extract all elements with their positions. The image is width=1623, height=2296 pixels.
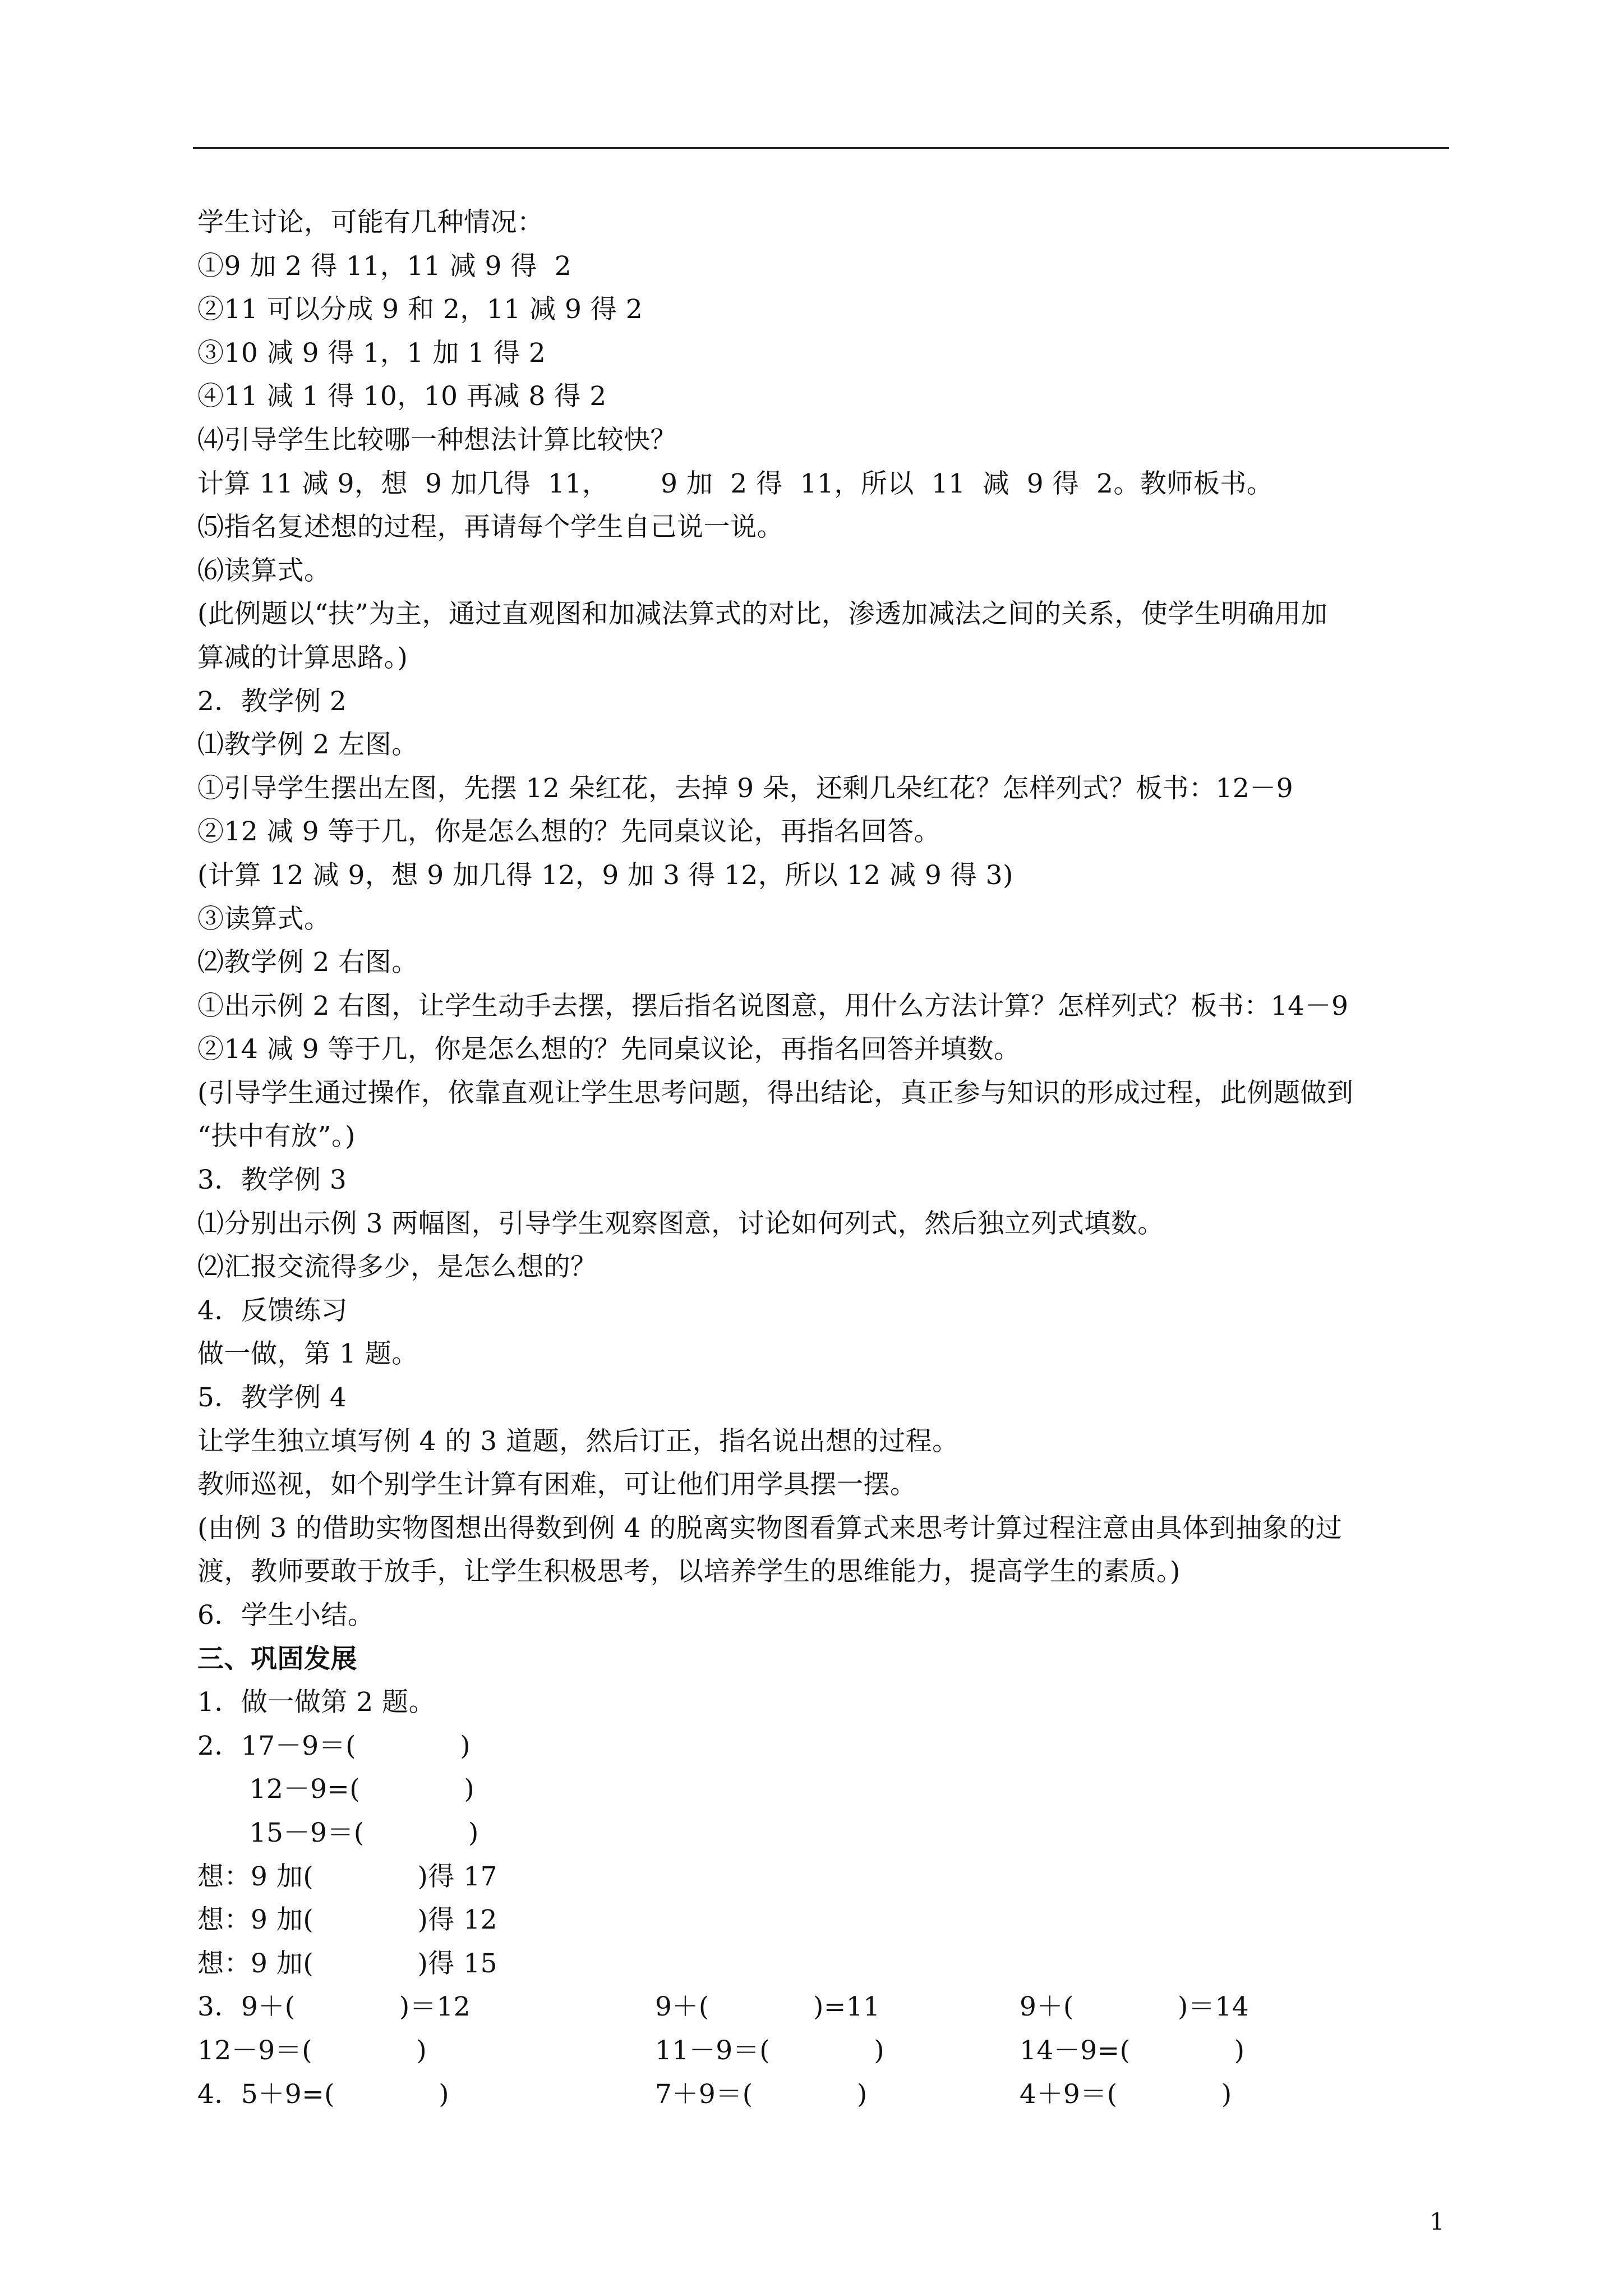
text-line: 教师巡视，如个别学生计算有困难，可让他们用学具摆一摆。	[197, 1469, 917, 1501]
text-line: ⑴分别出示例 3 两幅图，引导学生观察图意，讨论如何列式，然后独立列式填数。	[197, 1208, 1164, 1239]
text-line: (计算 12 减 9，想 9 加几得 12，9 加 3 得 12，所以 12 减 9 得 3)	[197, 859, 1013, 891]
text-line: (由例 3 的借助实物图想出得数到例 4 的脱离实物图看算式来思考计算过程注意由具体到抽象的过	[197, 1512, 1343, 1544]
text-line: ③10 减 9 得 1，1 加 1 得 2	[197, 337, 546, 369]
page-number: 1	[1430, 2208, 1445, 2235]
text-line: ③读算式。	[197, 903, 331, 935]
section-heading: 三、巩固发展	[197, 1643, 357, 1674]
exercise-cell: 14－9=( )	[1020, 2035, 1245, 2066]
text-line: 学生讨论，可能有几种情况：	[197, 207, 544, 238]
text-line: ②11 可以分成 9 和 2，11 减 9 得 2	[197, 294, 643, 325]
text-line: 渡，教师要敢于放手，让学生积极思考，以培养学生的思维能力，提高学生的素质。)	[197, 1556, 1181, 1588]
exercise-cell: 12－9＝( )	[197, 2035, 427, 2066]
exercise-line: 12－9=( )	[197, 1774, 475, 1805]
text-line: “扶中有放”。)	[197, 1121, 356, 1152]
text-line: 算减的计算思路。)	[197, 642, 408, 673]
text-line: 6．学生小结。	[197, 1600, 375, 1631]
exercise-row	[197, 2029, 1454, 2073]
text-line: ⑴教学例 2 左图。	[197, 729, 418, 761]
text-line: ④11 减 1 得 10，10 再减 8 得 2	[197, 381, 607, 412]
text-line: ⑵汇报交流得多少，是怎么想的？	[197, 1251, 597, 1283]
exercise-line: 2．17－9＝( )	[197, 1730, 471, 1761]
exercise-cell: 4．5＋9=( )	[197, 2078, 450, 2110]
exercise-line: 想：9 加( )得 15	[197, 1948, 498, 1979]
text-line: (此例题以“扶”为主，通过直观图和加减法算式的对比，渗透加减法之间的关系，使学生明确用加	[197, 599, 1328, 630]
text-line: 计算 11 减 9，想 9 加几得 11， 9 加 2 得 11，所以 11 减 9 得 2。教师板书。	[197, 468, 1274, 499]
exercise-line: 想：9 加( )得 17	[197, 1861, 498, 1892]
exercise-line: 想：9 加( )得 12	[197, 1904, 498, 1936]
exercise-row	[197, 2073, 1454, 2116]
text-line: 2．教学例 2	[197, 685, 347, 717]
text-line: 做一做，第 1 题。	[197, 1338, 418, 1370]
document-body	[197, 201, 1454, 2116]
text-line: ①引导学生摆出左图，先摆 12 朵红花，去掉 9 朵，还剩几朵红花？怎样列式？板书：12－9	[197, 772, 1294, 804]
text-line: ⑵教学例 2 右图。	[197, 947, 418, 978]
text-line: ⑹读算式。	[197, 555, 331, 586]
exercise-cell: 7＋9＝( )	[655, 2078, 868, 2110]
text-line: 让学生独立填写例 4 的 3 道题，然后订正，指名说出想的过程。	[197, 1425, 959, 1457]
exercise-line: 1．做一做第 2 题。	[197, 1687, 436, 1718]
exercise-line: 15－9＝( )	[197, 1817, 479, 1848]
exercise-cell: 9＋( )=11	[655, 1991, 880, 2023]
exercise-cell: 9＋( )＝14	[1020, 1991, 1249, 2023]
text-line: ①9 加 2 得 11，11 减 9 得 2	[197, 250, 572, 282]
text-line: ⑷引导学生比较哪一种想法计算比较快？	[197, 424, 677, 455]
exercise-cell: 3．9＋( )＝12	[197, 1991, 471, 2023]
text-line: 5．教学例 4	[197, 1382, 347, 1414]
exercise-cell: 4＋9＝( )	[1020, 2078, 1232, 2110]
text-line: ②14 减 9 等于几，你是怎么想的？先同桌议论，再指名回答并填数。	[197, 1034, 1021, 1065]
exercise-row	[197, 1985, 1454, 2029]
header-rule	[193, 147, 1449, 149]
text-line: ⑸指名复述想的过程，再请每个学生自己说一说。	[197, 512, 783, 543]
text-line: 4．反馈练习	[197, 1295, 348, 1326]
text-line: ①出示例 2 右图，让学生动手去摆，摆后指名说图意，用什么方法计算？怎样列式？板书：14－9	[197, 990, 1349, 1022]
text-line: ②12 减 9 等于几，你是怎么想的？先同桌议论，再指名回答。	[197, 816, 941, 848]
text-line: (引导学生通过操作，依靠直观让学生思考问题，得出结论，真正参与知识的形成过程，此例题做到	[197, 1077, 1354, 1108]
text-line: 3．教学例 3	[197, 1165, 347, 1196]
exercise-cell: 11－9＝( )	[655, 2035, 885, 2066]
